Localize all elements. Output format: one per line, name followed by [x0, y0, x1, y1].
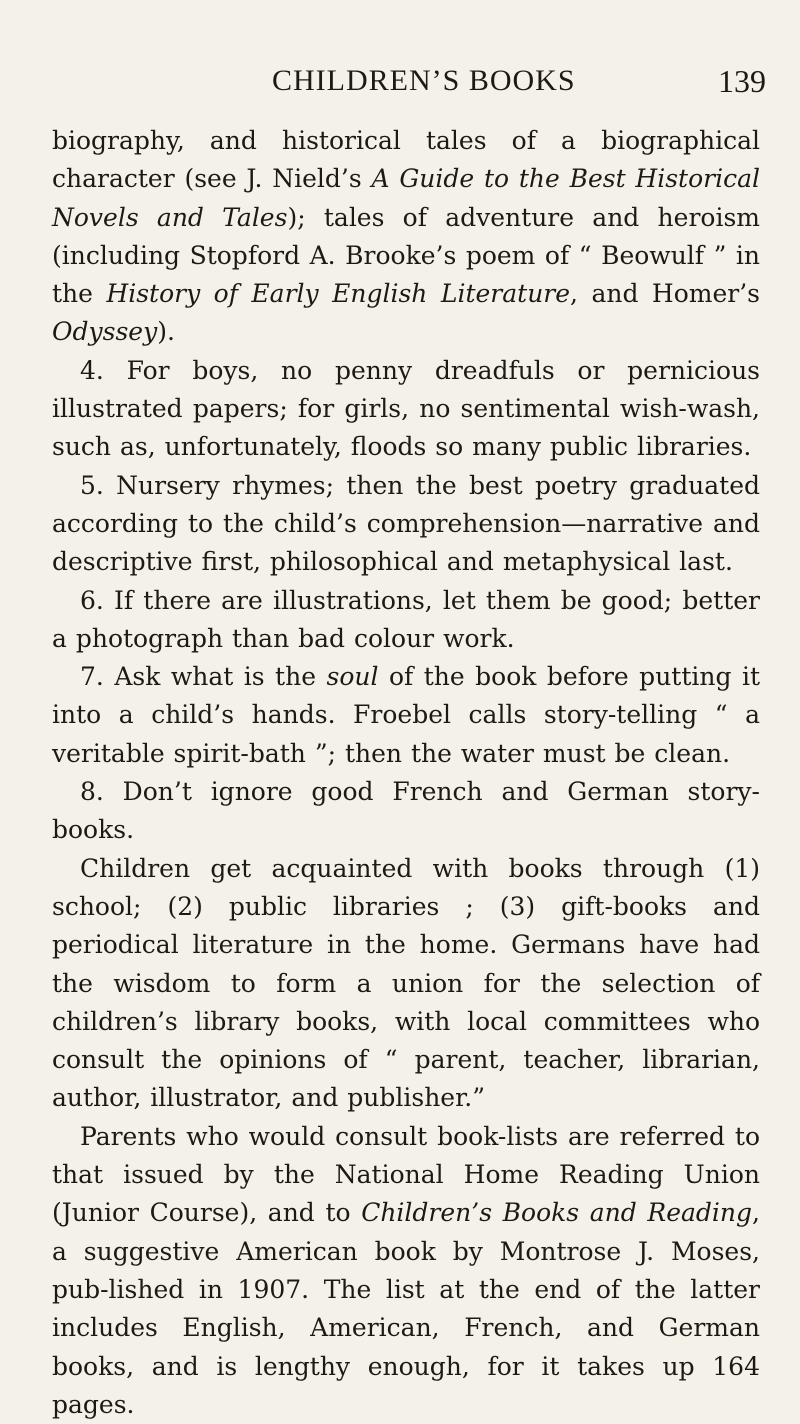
text-run: , a suggestive American book by Montrose J. Moses, pub-lished in 1907. The list at the end of the latter includes English, American, French, and German books, and is lengthy enough, for it takes up 164 pages. — [52, 1198, 760, 1419]
paragraph-item-5 — [52, 467, 760, 582]
text-run: , and Homer’s — [570, 279, 761, 309]
running-head — [52, 63, 766, 108]
text-run: 6. If there are illustrations, let them be good; better a photograph than bad colour work. — [52, 585, 760, 653]
text-run: ); tales of adventure and heroism (including Stopford A. Brooke’s poem of “ Beowulf ” in the — [52, 202, 760, 309]
text-run: 4. For boys, no penny dreadfuls or pernicious illustrated papers; for girls, no sentimental wish-wash, such as, unfortunately, floods so many public libraries. — [52, 355, 760, 462]
paragraph-item-8 — [52, 773, 760, 850]
body-text — [52, 122, 760, 1424]
book-page — [52, 63, 766, 1424]
text-run: of the book before putting it into a child’s hands. Froebel calls story-telling “ a veritable spirit-bath ”; then the water must be clean. — [52, 662, 761, 768]
book-title-italic: Children’s Books and Reading — [361, 1198, 753, 1228]
page-number: 139 — [718, 63, 766, 99]
paragraph — [52, 1118, 760, 1424]
running-head-title: CHILDREN’S BOOKS — [272, 64, 576, 97]
paragraph-continuation — [52, 122, 760, 352]
text-run: Parents who would consult book-lists are referred to that issued by the National Home Reading Union (Junior Course), and to — [52, 1121, 760, 1228]
book-title-italic: A Guide to the Best Historical Novels and Tales — [52, 164, 760, 232]
text-run: Children get acquainted with books through (1) school; (2) public libraries ; (3) gift-books and periodical literature in the home. Germans have had the wisdom to form a union for the selection of children’s library books, with local committees who consult the opinions of “ parent, teacher, librarian, author, illustrator, and publisher.” — [52, 853, 760, 1113]
paragraph — [52, 850, 760, 1118]
book-title-italic: Odyssey — [52, 317, 158, 347]
text-run: 5. Nursery rhymes; then the best poetry graduated according to the child’s comprehension—narrative and descriptive first, philosophical and metaphysical last. — [52, 470, 760, 577]
emphasis-italic: soul — [326, 662, 379, 692]
text-run: 7. Ask what is the — [80, 662, 327, 692]
paragraph-item-4 — [52, 352, 760, 467]
paragraph-item-7 — [52, 658, 760, 773]
text-run: biography, and historical tales of a biographical character (see J. Nield’s — [52, 126, 760, 194]
text-run: 8. Don’t ignore good French and German story-books. — [52, 777, 760, 845]
text-run: ). — [157, 317, 175, 347]
book-title-italic: History of Early English Literature — [106, 279, 571, 309]
paragraph-item-6 — [52, 582, 760, 659]
